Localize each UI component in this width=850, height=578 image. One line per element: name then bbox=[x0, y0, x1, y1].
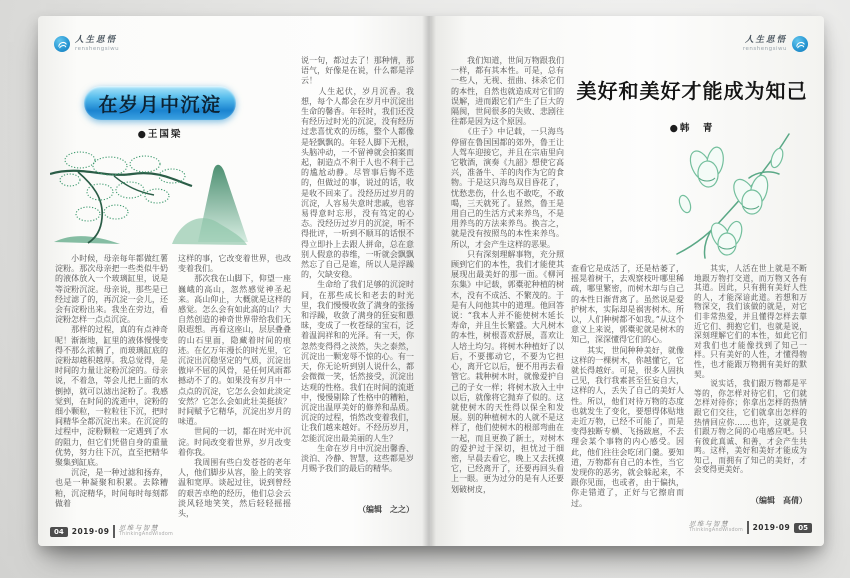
paragraph: 我们知道，世间万物跟我们一样，都有其本性。可是，总有一些人，无视、扭曲、抹杀它们的本性，自然也就造成对它们的误解，进而跟它们产生了巨大的隔阂，世间很多的失败、悲剧往往都是因为这个原因。 bbox=[451, 56, 564, 127]
paragraph: 查看它是成活了，还是枯萎了，摇晃着树干，去观察枝叶哪里稀疏，哪里繁密，而树木却与自己的本性日渐背离了。虽然说是爱护树木，实际却是祸害树木。所以，人们种树都不如我。”从这个意义上来说，郭橐驼就是树木的知己，深深懂得它们的心。 bbox=[571, 264, 684, 345]
brand-text bbox=[743, 36, 787, 52]
right-column-3 bbox=[694, 264, 807, 490]
pine-mountain-illustration bbox=[50, 138, 254, 260]
left-editor-note: （编辑 之之） bbox=[358, 504, 414, 514]
left-article-author: ●王国梁 bbox=[137, 129, 183, 140]
left-column-3 bbox=[301, 56, 414, 500]
brand-swirl-icon bbox=[792, 36, 808, 52]
magazine-name-en: ThinkingAndWisdom bbox=[688, 528, 744, 534]
paragraph: 小时候，母亲每年都做红薯淀粉。那次母亲把一些类似牛奶的液体放入一个玻璃缸里，说是等淀粉沉淀。母亲说，那些是已经过滤了的，再沉淀一会儿，还会有淀粉出来。我坐在旁边，看淀粉怎样一点点沉淀。 bbox=[55, 254, 168, 325]
paragraph: 只有深刻理解事物，充分照顾到它们的本性，我们才能使其展现出最美好的那一面。《柳河东集》中记载，郭橐驼种植的树木，没有不成活、不繁茂的。于是有人问他其中的道理。他回答说：“我本人并不能使树木延长寿命，并且生长繁盛。大凡树木的本性，树根喜欢舒展，喜欢让人培土均匀。将树木种植好了以后，不要挪动它，不要为它担心，离开它以后，便不用再去看管它。栽种树木时，就像爱护自己的子女一样；将树木放入土中以后，就像将它抛弃了似的。这就使树木的天性得以保全和发展。别的种植树木的人就不是这样了，他们使树木的根部弯曲在一起，而且更换了新土，对树木的爱护过于深切，担忧过于细密，早晨去看它，晚上又去抚摸它，已经离开了，还要再回头看上一眼。更为过分的是有人还要划破树皮， bbox=[451, 249, 564, 494]
paragraph: 生命在岁月中沉淀出馨香、淡泊、冷静、智慧，这些都是岁月赐予我们的最后的精华。 bbox=[301, 443, 414, 474]
left-page-number: 04 bbox=[50, 527, 68, 537]
paragraph: 我周围有些白发苍苍的老年人，他们脚步从容，脸上的笑容温和宽厚。谈起过往，说到曾经的艰苦卓绝的经历，他们总会云淡风轻地笑笑，然后轻轻摇摇头， bbox=[178, 458, 291, 519]
paragraph: 其实，世间种种美好，就像这样的一棵树木，你越懂它，它就长得越好。可是，很多人固执己见，我行我素甚至狂妄自大，这样的人，丢失了自己的美好人性。所以，他们对待万物的态度也就发生了变化，要想得体贴地走近万物，已经不可能了，而是变得独断专横、飞扬跋扈，不去理会某个事物的内心感受。因此，他们往往会吃闭门羹。要知道，万物都有自己的本性，当它发现你的恶劣，就会躲起来，不跟你见面，也或者，由于偏执，你走错道了，正好与它擦肩而过。 bbox=[571, 345, 684, 508]
issue-label-left: 2019·09 bbox=[71, 527, 110, 536]
brand-swirl-icon bbox=[54, 36, 70, 52]
right-column-2 bbox=[571, 264, 684, 526]
right-article-author: ●韩 青 bbox=[669, 123, 715, 134]
magazine-name-right bbox=[689, 521, 743, 534]
magazine-name-left bbox=[119, 525, 173, 538]
magazine-name-cn: 思维与智慧 bbox=[118, 524, 159, 532]
left-column-2 bbox=[178, 254, 291, 522]
right-page bbox=[431, 16, 824, 546]
paragraph: 《庄子》中记载，一只海鸟停留在鲁国国都的郊外，鲁王让人驾车迎接它，并且在宗庙里向它敬酒，演奏《九韶》想使它高兴，准备牛、羊的肉作为它的食物。于是这只海鸟双目昏花了，忧愁悲伤，什么也不敢吃，不敢喝，三天就死了。显然，鲁王是用自己的生活方式来养鸟，不是用养鸟的方法来养鸟。换言之，就是没有按照鸟的本性来养鸟。所以，才会产生这样的恶果。 bbox=[451, 127, 564, 249]
paragraph: 其实，人活在世上就是不断地跟万物打交道，而万物又各有其道。因此，只有拥有美好人性的人，才能深谙此道。若想和万物深交，我们该做的就是，对它们非常热爱，并且懂得怎样去靠近它们、拥抱它们，也就是说，深刻理解它们的本性，如此它们对我们也才能像找到了知己一样。只有美好的人性，才懂得物性，也才能跟万物拥有美好的默契。 bbox=[694, 264, 807, 379]
paragraph: 这样的事，它改变着世界，也改变着我们。 bbox=[178, 254, 291, 274]
right-page-number: 05 bbox=[794, 523, 812, 533]
left-column-1 bbox=[55, 254, 168, 522]
paragraph: 生命给了我们足够的沉淀时间，在那些成长和老去的时光里，我们慢慢收敛了满身的张扬和浮躁，收敛了满身的狂妄和愚昧，变成了一枚苍绿的宝石，泛着温润祥和的光泽。有一天，你忽然变得得之淡然，失之泰然，沉淀出一颗宠辱不惊的心。有一天，你无论听到别人说什么，都会微微一笑，恬然接受，沉淀出达观的性格。我们在时间的流逝中，慢慢剔除了性格中的糟粕，沉淀出温厚美好的修养和品质。沉淀的过程，悄然改变着我们，让我们越来越好。不经历岁月，怎能沉淀出最美丽的人生？ bbox=[301, 280, 414, 443]
paragraph: 说一句，都过去了！那种情，那语气，好像是在说，什么都是浮云！ bbox=[301, 56, 414, 86]
brand-text bbox=[75, 36, 119, 52]
left-footer bbox=[50, 525, 173, 538]
right-editor-note: （编辑 高倩） bbox=[751, 495, 807, 505]
footer-divider bbox=[113, 525, 115, 538]
brand-name: 人生思悟 bbox=[75, 35, 118, 45]
magazine-name-en: ThinkingAndWisdom bbox=[118, 532, 174, 538]
paragraph: 说实话，我们跟万物都是平等的，你怎样对待它们，它们就怎样对待你；你拿出怎样的热情跟它们交往，它们就拿出怎样的热情回应你……也许，这就是我们跟万物之间的心电感应吧。只有彼此真诚、和善，才会产生共鸣。这样，美好和美好才能成为知己，而拥有了知己的美好，才会变得更美好。 bbox=[694, 379, 807, 475]
magazine-spread bbox=[38, 16, 824, 546]
paragraph: 那样的过程，真的有点神奇呢！渐渐地，缸里的液体慢慢变得不那么浓稠了，而玻璃缸底的淀粉却越积越厚。我总觉得，是时间的力量让淀粉沉淀的。母亲说，不着急，等会儿把上面的水倒掉，就可以滤出淀粉了。我感觉到，在时间的流逝中，淀粉的细小颗粒，一粒粒往下沉，把时间精华全都沉淀出来。在沉淀的过程中，淀粉颗粒一定遇到了水的阻力，但它们凭借自身的重量优势，努力往下沉，直至把精华聚集到缸底。 bbox=[55, 325, 168, 468]
magazine-name-cn: 思维与智慧 bbox=[688, 520, 729, 528]
paragraph: 世间的一切，都在时光中沉淀。时间改变着世界，岁月改变着你我。 bbox=[178, 427, 291, 457]
brand-pinyin: renshengsiwu bbox=[75, 45, 120, 52]
left-page bbox=[38, 16, 431, 546]
issue-label-right: 2019·09 bbox=[752, 523, 791, 532]
right-column-1 bbox=[451, 56, 564, 530]
section-logo-right bbox=[743, 36, 808, 52]
brand-pinyin: renshengsiwu bbox=[742, 45, 787, 52]
section-logo-left bbox=[54, 36, 119, 52]
left-article-title: 在岁月中沉淀 bbox=[98, 93, 222, 116]
right-footer bbox=[689, 521, 812, 534]
paragraph: 那次我在山脚下，仰望一座巍峨的高山，忽然感觉神圣起来。高山仰止，大概就是这样的感觉。怎么会有如此高的山？大自然创造的神奇世界带给我们无限遐想。再看这座山，层层叠叠的山石里面，隐藏着时间的痕迹。在亿万年漫长的时光里，它沉淀出沉稳坚定的气质，沉淀出傲岸不屈的风骨，是任何风雨都撼动不了的。如果没有岁月中一点点的沉淀，它怎么会如此淡定安然？它怎么会如此壮美挺拔？时间赋予它精华，沉淀出岁月的味道。 bbox=[178, 274, 291, 427]
paragraph: 沉淀，是一种过滤和扬弃，也是一种凝聚和积累。去除糟粕，沉淀精华，时间每时每刻都做着 bbox=[55, 468, 168, 508]
paragraph: 人生起伏，岁月沉香。我想，每个人都会在岁月中沉淀出生命的馨香。年轻时，我们还没有经历过时光的沉淀，没有经历过悲喜忧欢的历练，整个人都像是轻飘飘的。年轻人脚下无根，头脑冲动，一不留神就会拍案而起，制造点不利于人也不利于己的尴尬动静。尽管事后悔不迭的，但做过的事，说过的话，收是收不回来了。没经历过岁月的沉淀，人容易失意时悲戚，也容易得意时忘形，没有笃定的心态。没经历过岁月的沉淀，听不得批评，一听到不顺耳的话恨不得立即扑上去跟人拼命，总在意别人假意的恭维，一听就会飘飘然忘了自己是谁，所以人是浮躁的，欠缺安稳。 bbox=[301, 86, 414, 280]
footer-divider bbox=[747, 521, 749, 534]
right-article-title: 美好和美好才能成为知己 bbox=[576, 79, 808, 103]
brand-name: 人生思悟 bbox=[744, 35, 787, 45]
left-article-title-badge bbox=[84, 86, 236, 120]
